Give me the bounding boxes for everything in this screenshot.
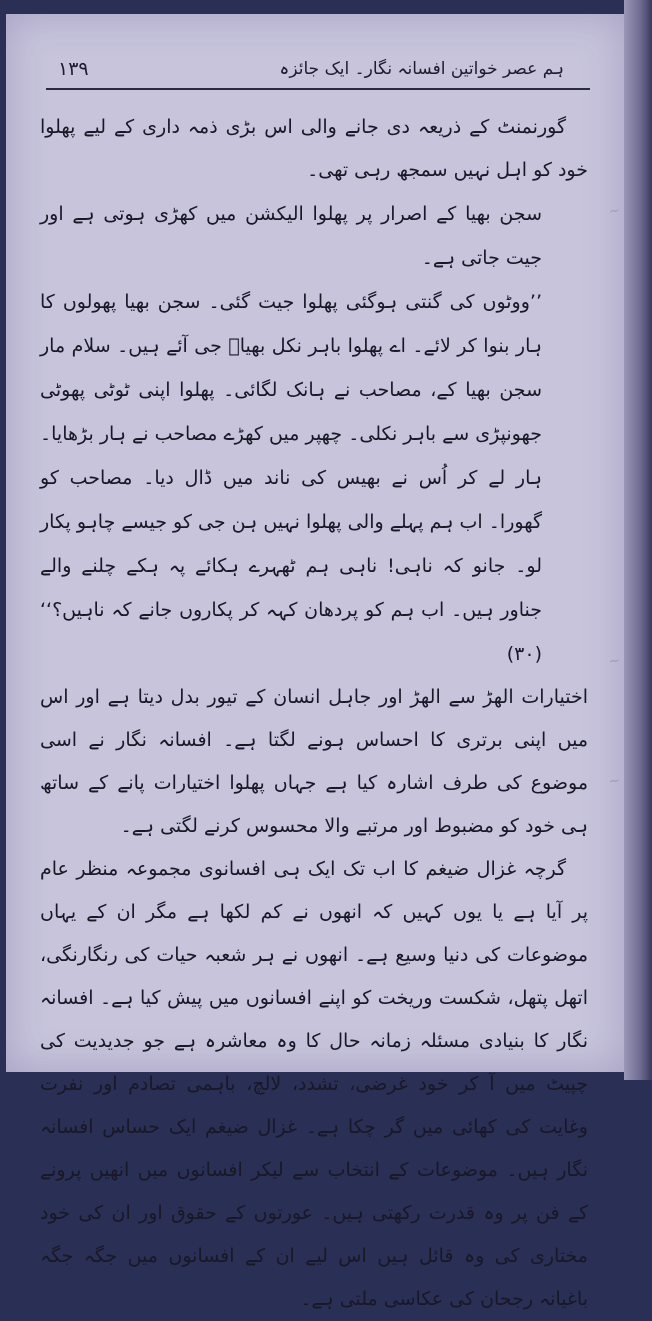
block-quote: [40, 192, 542, 676]
margin-annotation-mark: ~: [608, 203, 621, 220]
page-number: ۱۳۹: [58, 58, 89, 80]
book-page: [6, 14, 624, 1310]
running-title: ہم عصر خواتین افسانہ نگار۔ ایک جائزہ: [279, 59, 564, 79]
body-text: [40, 106, 588, 1321]
paragraph-3: گرچہ غزال ضیغم کا اب تک ایک ہی افسانوی مجموعہ منظر عام پر آیا ہے یا یوں کہیں کہ انھوں نے کم لکھا ہے مگر ان کے یہاں موضوعات کی دنیا وسیع ہے۔ انھوں نے ہر شعبہ حیات کی رنگارنگی، اتھل پتھل، شکست وریخت کو اپنے افسانوں میں پیش کیا ہے۔ افسانہ نگار کا بنیادی مسئلہ زمانہ حال کا وہ معاشرہ ہے جو جدیدیت کی چپیٹ میں آ کر خود غرضی، تشدد، لالچ، باہمی تصادم اور نفرت وغایت کی کھائی میں گر چکا ہے۔ غزال ضیغم ایک حساس افسانہ نگار ہیں۔ موضوعات کے انتخاب سے لیکر افسانوں میں انھیں پرونے کے فن پر وہ قدرت رکھتی ہیں۔ عورتوں کے حقوق اور ان کی خود مختاری کی وہ قائل ہیں اس لیے ان کے افسانوں میں جگہ جگہ باغیانہ رجحان کی عکاسی ملتی ہے۔: [40, 858, 588, 1310]
book-spine: [624, 0, 652, 1080]
margin-annotation-mark: ~: [608, 773, 621, 790]
quote-intro: سجن بھیا کے اصرار پر پھلوا الیکشن میں کھڑی ہوتی ہے اور جیت جاتی ہے۔: [40, 203, 542, 269]
paragraph-2: اختیارات الھڑ سے الھڑ اور جاہل انسان کے تیور بدل دیتا ہے اور اس میں اپنی برتری کا احساس ہونے لگتا ہے۔ افسانہ نگار نے اسی موضوع کی طرف اشارہ کیا ہے جہاں پھلوا اختیارات پانے کے ساتھ ہی خود کو مضبوط اور مرتبے والا محسوس کرنے لگتی ہے۔: [40, 686, 588, 837]
running-head: [46, 54, 590, 90]
paragraph-1: گورنمنٹ کے ذریعہ دی جانے والی اس بڑی ذمہ داری کے لیے پھلوا خود کو اہل نہیں سمجھ رہی تھی۔: [40, 116, 588, 181]
margin-annotation-mark: ~: [608, 653, 621, 670]
quote-passage: ’’ووٹوں کی گنتی ہوگئی پھلوا جیت گئی۔ سجن بھیا پھولوں کا ہار بنوا کر لائے۔ اے پھلوا باہر نکل بھیاؔ جی آئے ہیں۔ سلام مار سجن بھیا کے، مصاحب نے ہانک لگائی۔ پھلوا اپنی ٹوٹی پھوٹی جھونپڑی سے باہر نکلی۔ چھپر میں کھڑے مصاحب نے ہار بڑھایا۔ ہار لے کر اُس نے بھیس کی ناند میں ڈال دیا۔ مصاحب کو گھورا۔ اب ہم پہلے والی پھلوا نہیں ہن جی کو جیسے چاہو پکار لو۔ جانو کہ ناہی! ناہی ہم ٹھہرے ہکائے پہ ہکے چلنے والے جناور ہیں۔ اب ہم کو پردھان کہہ کر پکاروں جانے کہ ناہیں؟‘‘ (۳۰): [40, 291, 542, 665]
